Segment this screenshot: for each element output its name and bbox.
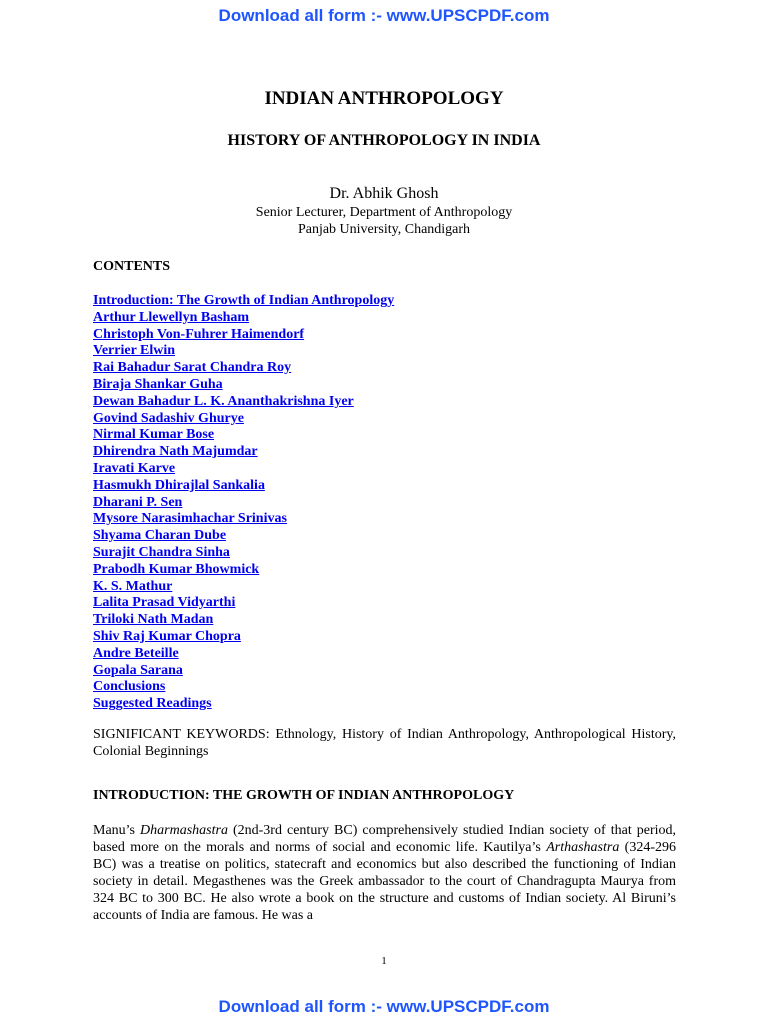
toc-link[interactable]: Conclusions <box>93 679 166 695</box>
toc-link[interactable]: Mysore Narasimhachar Srinivas <box>93 511 287 527</box>
arthashastra-title: Arthashastra <box>546 840 620 855</box>
table-of-contents <box>93 293 394 713</box>
toc-item <box>93 394 394 411</box>
document-title: INDIAN ANTHROPOLOGY <box>264 88 504 109</box>
toc-link[interactable]: Rai Bahadur Sarat Chandra Roy <box>93 360 292 376</box>
download-banner-top-link[interactable]: Download all form :- www.UPSCPDF.com <box>218 6 550 25</box>
dharmashastra-title: Dharmashastra <box>140 823 228 838</box>
toc-item <box>93 360 394 377</box>
toc-link[interactable]: Christoph Von-Fuhrer Haimendorf <box>93 326 305 342</box>
keywords-paragraph: SIGNIFICANT KEYWORDS: Ethnology, History of Indian Anthropology, Anthropological History, Colonial Beginnings <box>93 727 676 759</box>
toc-item <box>93 411 394 428</box>
toc-link[interactable]: Prabodh Kumar Bhowmick <box>93 561 260 577</box>
toc-link[interactable]: K. S. Mathur <box>93 578 173 594</box>
toc-link[interactable]: Suggested Readings <box>93 696 212 712</box>
contents-heading: CONTENTS <box>93 259 171 274</box>
toc-item <box>93 646 394 663</box>
page-number: 1 <box>381 955 387 967</box>
toc-item <box>93 579 394 596</box>
toc-link[interactable]: Nirmal Kumar Bose <box>93 427 215 443</box>
toc-item <box>93 310 394 327</box>
intro-text-segment: (324-296 BC) was a treatise on politics, statecraft and economics but also described the functioning of Indian society in detail. Megasthenes was the Greek ambassador to the court of Chandragupta Maurya from 324 BC to 300 BC. He also wrote a book on the structure and customs of Indian society. Al Biruni’s accounts of India are famous. He was a <box>93 840 676 923</box>
toc-item <box>93 495 394 512</box>
introduction-paragraph <box>93 822 676 924</box>
toc-item <box>93 595 394 612</box>
download-banner-bottom-link[interactable]: Download all form :- www.UPSCPDF.com <box>218 997 550 1016</box>
toc-item <box>93 663 394 680</box>
toc-link[interactable]: Surajit Chandra Sinha <box>93 544 230 560</box>
toc-link[interactable]: Triloki Nath Madan <box>93 612 214 628</box>
toc-item <box>93 511 394 528</box>
intro-text-segment: Manu’s <box>93 823 141 838</box>
toc-item <box>93 461 394 478</box>
toc-link[interactable]: Lalita Prasad Vidyarthi <box>93 595 236 611</box>
toc-link[interactable]: Biraja Shankar Guha <box>93 376 223 392</box>
toc-item <box>93 293 394 310</box>
introduction-heading: INTRODUCTION: THE GROWTH OF INDIAN ANTHROPOLOGY <box>93 788 515 803</box>
intro-text-segment: (2nd-3rd century BC) comprehensively studied Indian society of that period, based more on the morals and norms of social and economic life. Kautilya’s <box>93 823 677 855</box>
toc-item <box>93 562 394 579</box>
toc-link[interactable]: Dhirendra Nath Majumdar <box>93 444 258 460</box>
toc-item <box>93 343 394 360</box>
toc-item <box>93 696 394 713</box>
toc-link[interactable]: Shyama Charan Dube <box>93 528 227 544</box>
toc-link[interactable]: Dewan Bahadur L. K. Ananthakrishna Iyer <box>93 393 354 409</box>
toc-item <box>93 545 394 562</box>
toc-link[interactable]: Arthur Llewellyn Basham <box>93 309 250 325</box>
toc-link[interactable]: Andre Beteille <box>93 645 179 661</box>
document-subtitle: HISTORY OF ANTHROPOLOGY IN INDIA <box>227 132 541 149</box>
toc-link[interactable]: Hasmukh Dhirajlal Sankalia <box>93 477 265 493</box>
author-affiliation-line2: Panjab University, Chandigarh <box>297 222 471 237</box>
toc-item <box>93 377 394 394</box>
toc-item <box>93 528 394 545</box>
toc-link[interactable]: Shiv Raj Kumar Chopra <box>93 628 241 644</box>
toc-link[interactable]: Govind Sadashiv Ghurye <box>93 410 244 426</box>
toc-link[interactable]: Verrier Elwin <box>93 343 176 359</box>
toc-item <box>93 679 394 696</box>
author-name: Dr. Abhik Ghosh <box>329 185 439 202</box>
toc-item <box>93 444 394 461</box>
toc-item <box>93 327 394 344</box>
toc-item <box>93 612 394 629</box>
toc-link[interactable]: Gopala Sarana <box>93 662 183 678</box>
toc-link[interactable]: Dharani P. Sen <box>93 494 183 510</box>
toc-link[interactable]: Introduction: The Growth of Indian Anthropology <box>93 293 395 308</box>
toc-item <box>93 629 394 646</box>
toc-link[interactable]: Iravati Karve <box>93 460 176 476</box>
author-affiliation-line1: Senior Lecturer, Department of Anthropology <box>255 205 513 220</box>
toc-item <box>93 478 394 495</box>
toc-item <box>93 427 394 444</box>
